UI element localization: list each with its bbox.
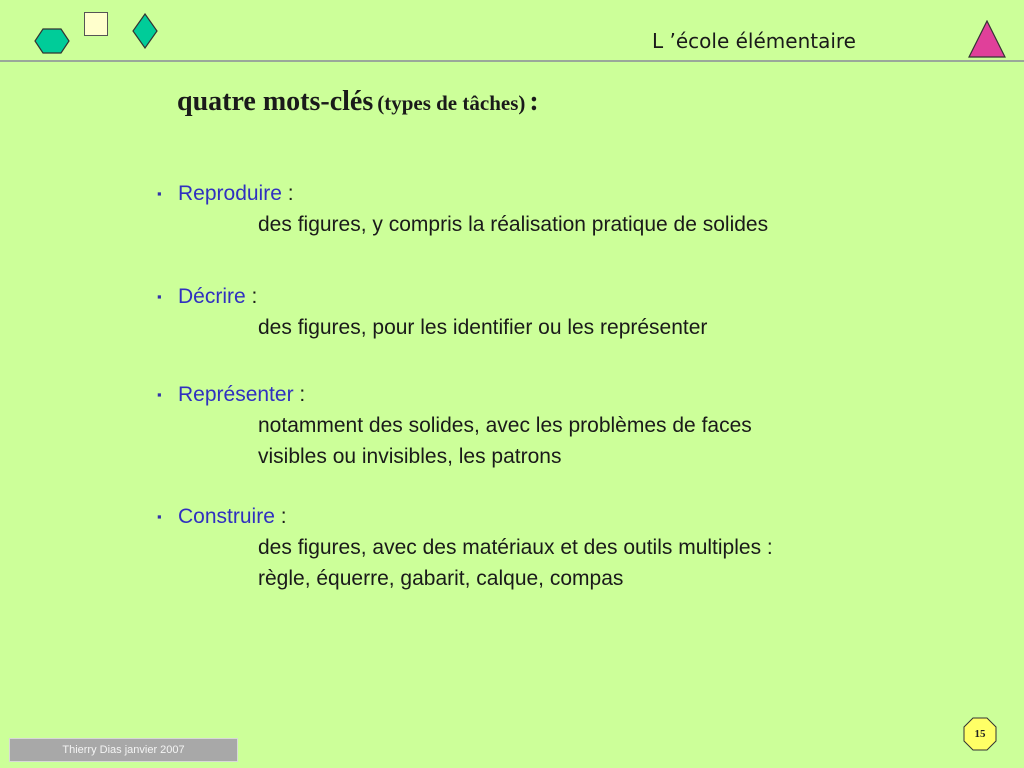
description-line: des figures, y compris la réalisation pratique de solides (258, 213, 769, 236)
heading-main: quatre mots-clés (177, 86, 374, 117)
bullet-square-icon: ▪ (157, 509, 162, 524)
hexagon-shape-icon (34, 28, 70, 54)
page-number: 15 (974, 728, 986, 740)
keyword-term: Décrire (178, 285, 246, 308)
keyword-separator: : (245, 285, 258, 308)
description-line: des figures, avec des matériaux et des outils multiples : (258, 536, 773, 559)
description-line: notamment des solides, avec les problèmes de faces (258, 414, 752, 437)
description-line: règle, équerre, gabarit, calque, compas (258, 567, 624, 590)
slide-heading (177, 86, 539, 118)
keyword-term: Construire (178, 505, 275, 528)
keyword-separator: : (274, 505, 287, 528)
keyword-term: Représenter (178, 383, 294, 406)
footer-author: Thierry Dias janvier 2007 (9, 738, 238, 762)
bullet-square-icon: ▪ (157, 289, 162, 304)
keyword-separator: : (281, 182, 294, 205)
description-line: visibles ou invisibles, les patrons (258, 445, 562, 468)
description-line: des figures, pour les identifier ou les représenter (258, 316, 708, 339)
square-shape-icon (84, 12, 108, 36)
heading-colon: : (529, 86, 539, 117)
bullet-square-icon: ▪ (157, 387, 162, 402)
page-number-badge (963, 717, 997, 751)
keyword-term: Reproduire (178, 182, 282, 205)
heading-sub: (types de tâches) (377, 91, 526, 115)
header-title: L ’école élémentaire (652, 29, 856, 53)
diamond-shape-icon (132, 13, 158, 49)
bullet-square-icon: ▪ (157, 186, 162, 201)
header-divider (0, 60, 1024, 62)
keyword-separator: : (293, 383, 306, 406)
triangle-shape-icon (968, 20, 1006, 58)
